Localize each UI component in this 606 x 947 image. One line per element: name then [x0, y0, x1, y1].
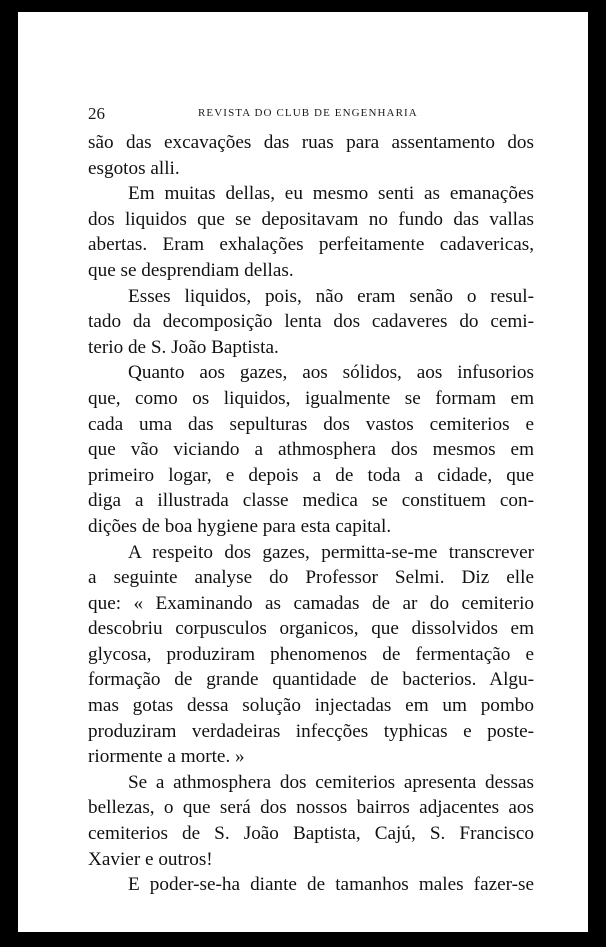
page-header [88, 104, 534, 124]
text-line: descobriu corpusculos organicos, que dissolvidos em [88, 618, 534, 640]
text-line: a seguinte analyse do Professor Selmi. Diz elle [88, 567, 534, 589]
page-number: 26 [88, 104, 105, 123]
text-line: Xavier e outros! [88, 848, 213, 870]
running-title: REVISTA DO CLUB DE ENGENHARIA [198, 107, 418, 119]
text-line: primeiro logar, e depois a de toda a cidade, que [88, 464, 534, 486]
text-line: são das excavações das ruas para assentamento dos [88, 132, 534, 153]
text-line: que vão viciando a athmosphera dos mesmos em [88, 439, 534, 461]
text-line: riormente a morte. » [88, 746, 245, 768]
text-line: dos liquidos que se depositavam no fundo das vallas [88, 208, 534, 230]
text-line: diga a illustrada classe medica se constituem con- [88, 490, 534, 512]
text-line: esgotos alli. [88, 157, 180, 179]
text-line: cada uma das sepulturas dos vastos cemiterios e [88, 413, 534, 435]
text-line: A respeito dos gazes, permitta-se-me transcrever [128, 541, 534, 563]
text-line: tado da decomposição lenta dos cadaveres do cemi- [88, 311, 534, 333]
text-line: que: « Examinando as camadas de ar do cemiterio [88, 592, 534, 614]
text-line: mas gotas dessa solução injectadas em um pombo [88, 695, 534, 717]
text-line: formação de grande quantidade de bacterios. Algu- [88, 669, 534, 691]
text-line: abertas. Eram exhalações perfeitamente cadavericas, [88, 234, 534, 256]
text-line: Se a athmosphera dos cemiterios apresenta dessas [128, 771, 534, 793]
text-line: cemiterios de S. João Baptista, Cajú, S. Francisco [88, 823, 534, 845]
body-text [88, 130, 534, 898]
text-line: que se desprendiam dellas. [88, 259, 294, 281]
text-line: E poder-se-ha diante de tamanhos males fazer-se [128, 874, 534, 896]
text-line: Quanto aos gazes, aos sólidos, aos infusorios [128, 362, 534, 384]
text-line: terio de S. João Baptista. [88, 336, 279, 358]
text-line: glycosa, produziram phenomenos de fermentação e [88, 643, 534, 665]
text-line: Esses liquidos, pois, não eram senão o resul- [128, 285, 534, 307]
text-line: bellezas, o que será dos nossos bairros adjacentes aos [88, 797, 534, 819]
book-page [18, 12, 588, 932]
text-line: que, como os liquidos, igualmente se formam em [88, 387, 534, 409]
text-line: produziram verdadeiras infecções typhicas e poste- [88, 720, 534, 742]
text-line: dições de boa hygiene para esta capital. [88, 515, 392, 537]
text-line: Em muitas dellas, eu mesmo senti as emanações [128, 183, 534, 205]
